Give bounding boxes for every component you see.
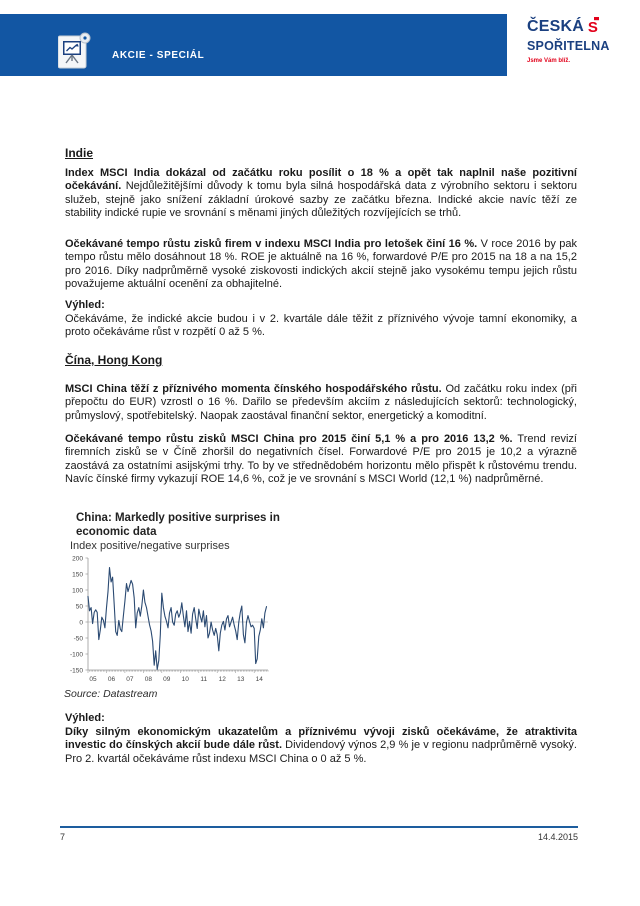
svg-text:-150: -150 xyxy=(69,667,83,675)
footer-date: 14.4.2015 xyxy=(537,832,578,842)
china-outlook-body: Dividendový výnos 2,9 % je v regionu nadprůměrně vysoký. Pro 2. kvartál očekáváme růst indexu MSCI China o 0 až 5 %. xyxy=(65,739,577,765)
svg-text:-50: -50 xyxy=(73,635,83,643)
svg-text:09: 09 xyxy=(163,676,171,683)
svg-text:S: S xyxy=(587,19,599,34)
report-series-title: AKCIE - SPECIÁL xyxy=(112,50,205,61)
bank-logo-slogan: Jsme Vám blíž. xyxy=(527,57,571,64)
svg-text:12: 12 xyxy=(218,676,226,683)
svg-text:-100: -100 xyxy=(69,651,83,659)
svg-text:100: 100 xyxy=(72,587,83,595)
bank-logo-line1 xyxy=(527,19,627,38)
section-heading-china: Čína, Hong Kong xyxy=(65,353,163,367)
svg-text:07: 07 xyxy=(126,676,134,683)
chart-subtitle: Index positive/negative surprises xyxy=(70,540,230,552)
china-paragraph-1 xyxy=(65,383,577,423)
china-paragraph-1-body: Od začátku roku index (při přepočtu do EUR) vzrostl o 16 %. Dařilo se především akciím z následujících sektorů: technologický, průmyslový, spotřebitelský. Naopak zaostával finanční sektor, energetický a komoditní. xyxy=(65,383,577,422)
footer-divider xyxy=(60,826,578,828)
india-paragraph-2 xyxy=(65,238,577,292)
china-paragraph-1-lead: MSCI China těží z příznivého momenta čínského hospodářského růstu. xyxy=(65,383,442,395)
china-paragraph-2-lead: Očekávané tempo růstu zisků MSCI China pro 2015 činí 5,1 % a pro 2016 13,2 %. xyxy=(65,433,513,445)
svg-text:50: 50 xyxy=(75,603,83,611)
section-heading-india: Indie xyxy=(65,146,94,160)
svg-text:05: 05 xyxy=(89,676,97,683)
sporitelna-s-icon xyxy=(586,17,601,38)
china-paragraph-2 xyxy=(65,433,577,487)
india-paragraph-1-lead: Index MSCI India dokázal od začátku roku posílit o 18 % a opět tak naplnil naše pozitivní očekávání. xyxy=(65,167,577,193)
svg-text:13: 13 xyxy=(237,676,245,683)
svg-text:200: 200 xyxy=(72,555,83,563)
presentation-board-icon xyxy=(58,32,92,70)
header-bar xyxy=(0,14,507,76)
india-paragraph-1 xyxy=(65,167,577,221)
india-outlook-body: Očekáváme, že indické akcie budou i v 2. kvartále dále těžit z příznivého vývoje tamní ekonomiky, a proto očekáváme růst v rozpětí 0 až 5 %. xyxy=(65,313,577,339)
footer-page-number: 7 xyxy=(60,832,66,842)
svg-text:0: 0 xyxy=(79,619,83,627)
india-paragraph-2-body: V roce 2016 by pak tempo růstu mělo dosáhnout 18 %. ROE je aktuálně na 16 %, forwardové P/E pro 2015 na 18 a na 15,2 pro 2016. Díky nadprůměrně vysoké ziskovosti indických akcií stejně jako vysokému tempu jejich růstu považujeme aktuální ocenění za obhajitelné. xyxy=(65,238,577,291)
svg-text:150: 150 xyxy=(72,571,83,579)
china-outlook-label: Výhled: xyxy=(65,712,105,724)
china-paragraph-2-body: Trend revizí firemních zisků se v Číně zhoršil do negativních čísel. Forwardové P/E pro 2015 je 10,2 a výrazně zaostává za ostatními asijskými trhy. To by ve střednědobém horizontu mělo přispět k růstovému trendu. Navíc čínské firmy vykazují ROE 14,6 %, což je ve srovnání s MSCI World (12,1 %) nadprůměrné. xyxy=(65,433,577,486)
china-surprise-line-chart xyxy=(56,552,290,686)
svg-text:08: 08 xyxy=(144,676,153,683)
bank-logo-text-ceska: ČESKÁ xyxy=(527,18,585,35)
india-outlook-label: Výhled: xyxy=(65,299,105,311)
svg-text:11: 11 xyxy=(200,676,208,683)
chart-source: Source: Datastream xyxy=(64,688,158,700)
india-outlook-text xyxy=(65,313,577,340)
bank-logo-text-sporitelna: SPOŘITELNA xyxy=(527,39,610,53)
china-outlook-text xyxy=(65,726,577,766)
svg-text:14: 14 xyxy=(255,676,263,683)
chart-title: China: Markedly positive surprises in economic data xyxy=(76,512,280,538)
svg-text:06: 06 xyxy=(107,676,116,683)
china-outlook-lead: Díky silným ekonomickým ukazatelům a příznivému vývoji zisků očekáváme, že atraktivita investic do čínských akcií bude dále růst. xyxy=(65,726,577,752)
bank-logo xyxy=(527,19,627,64)
india-paragraph-1-body: Nejdůležitějšími důvody k tomu byla silná hospodářská data z výrobního sektoru i sektoru služeb, stejně jako snížení základní úrokové sazby ze začátku března. Indické akcie navíc těží ze stability indické rupie ve srovnání s měnami jiných důležitých rozvíjejících se trhů. xyxy=(65,180,577,220)
svg-text:10: 10 xyxy=(181,676,189,683)
india-paragraph-2-lead: Očekávané tempo růstu zisků firem v indexu MSCI India pro letošek činí 16 %. xyxy=(65,238,478,250)
